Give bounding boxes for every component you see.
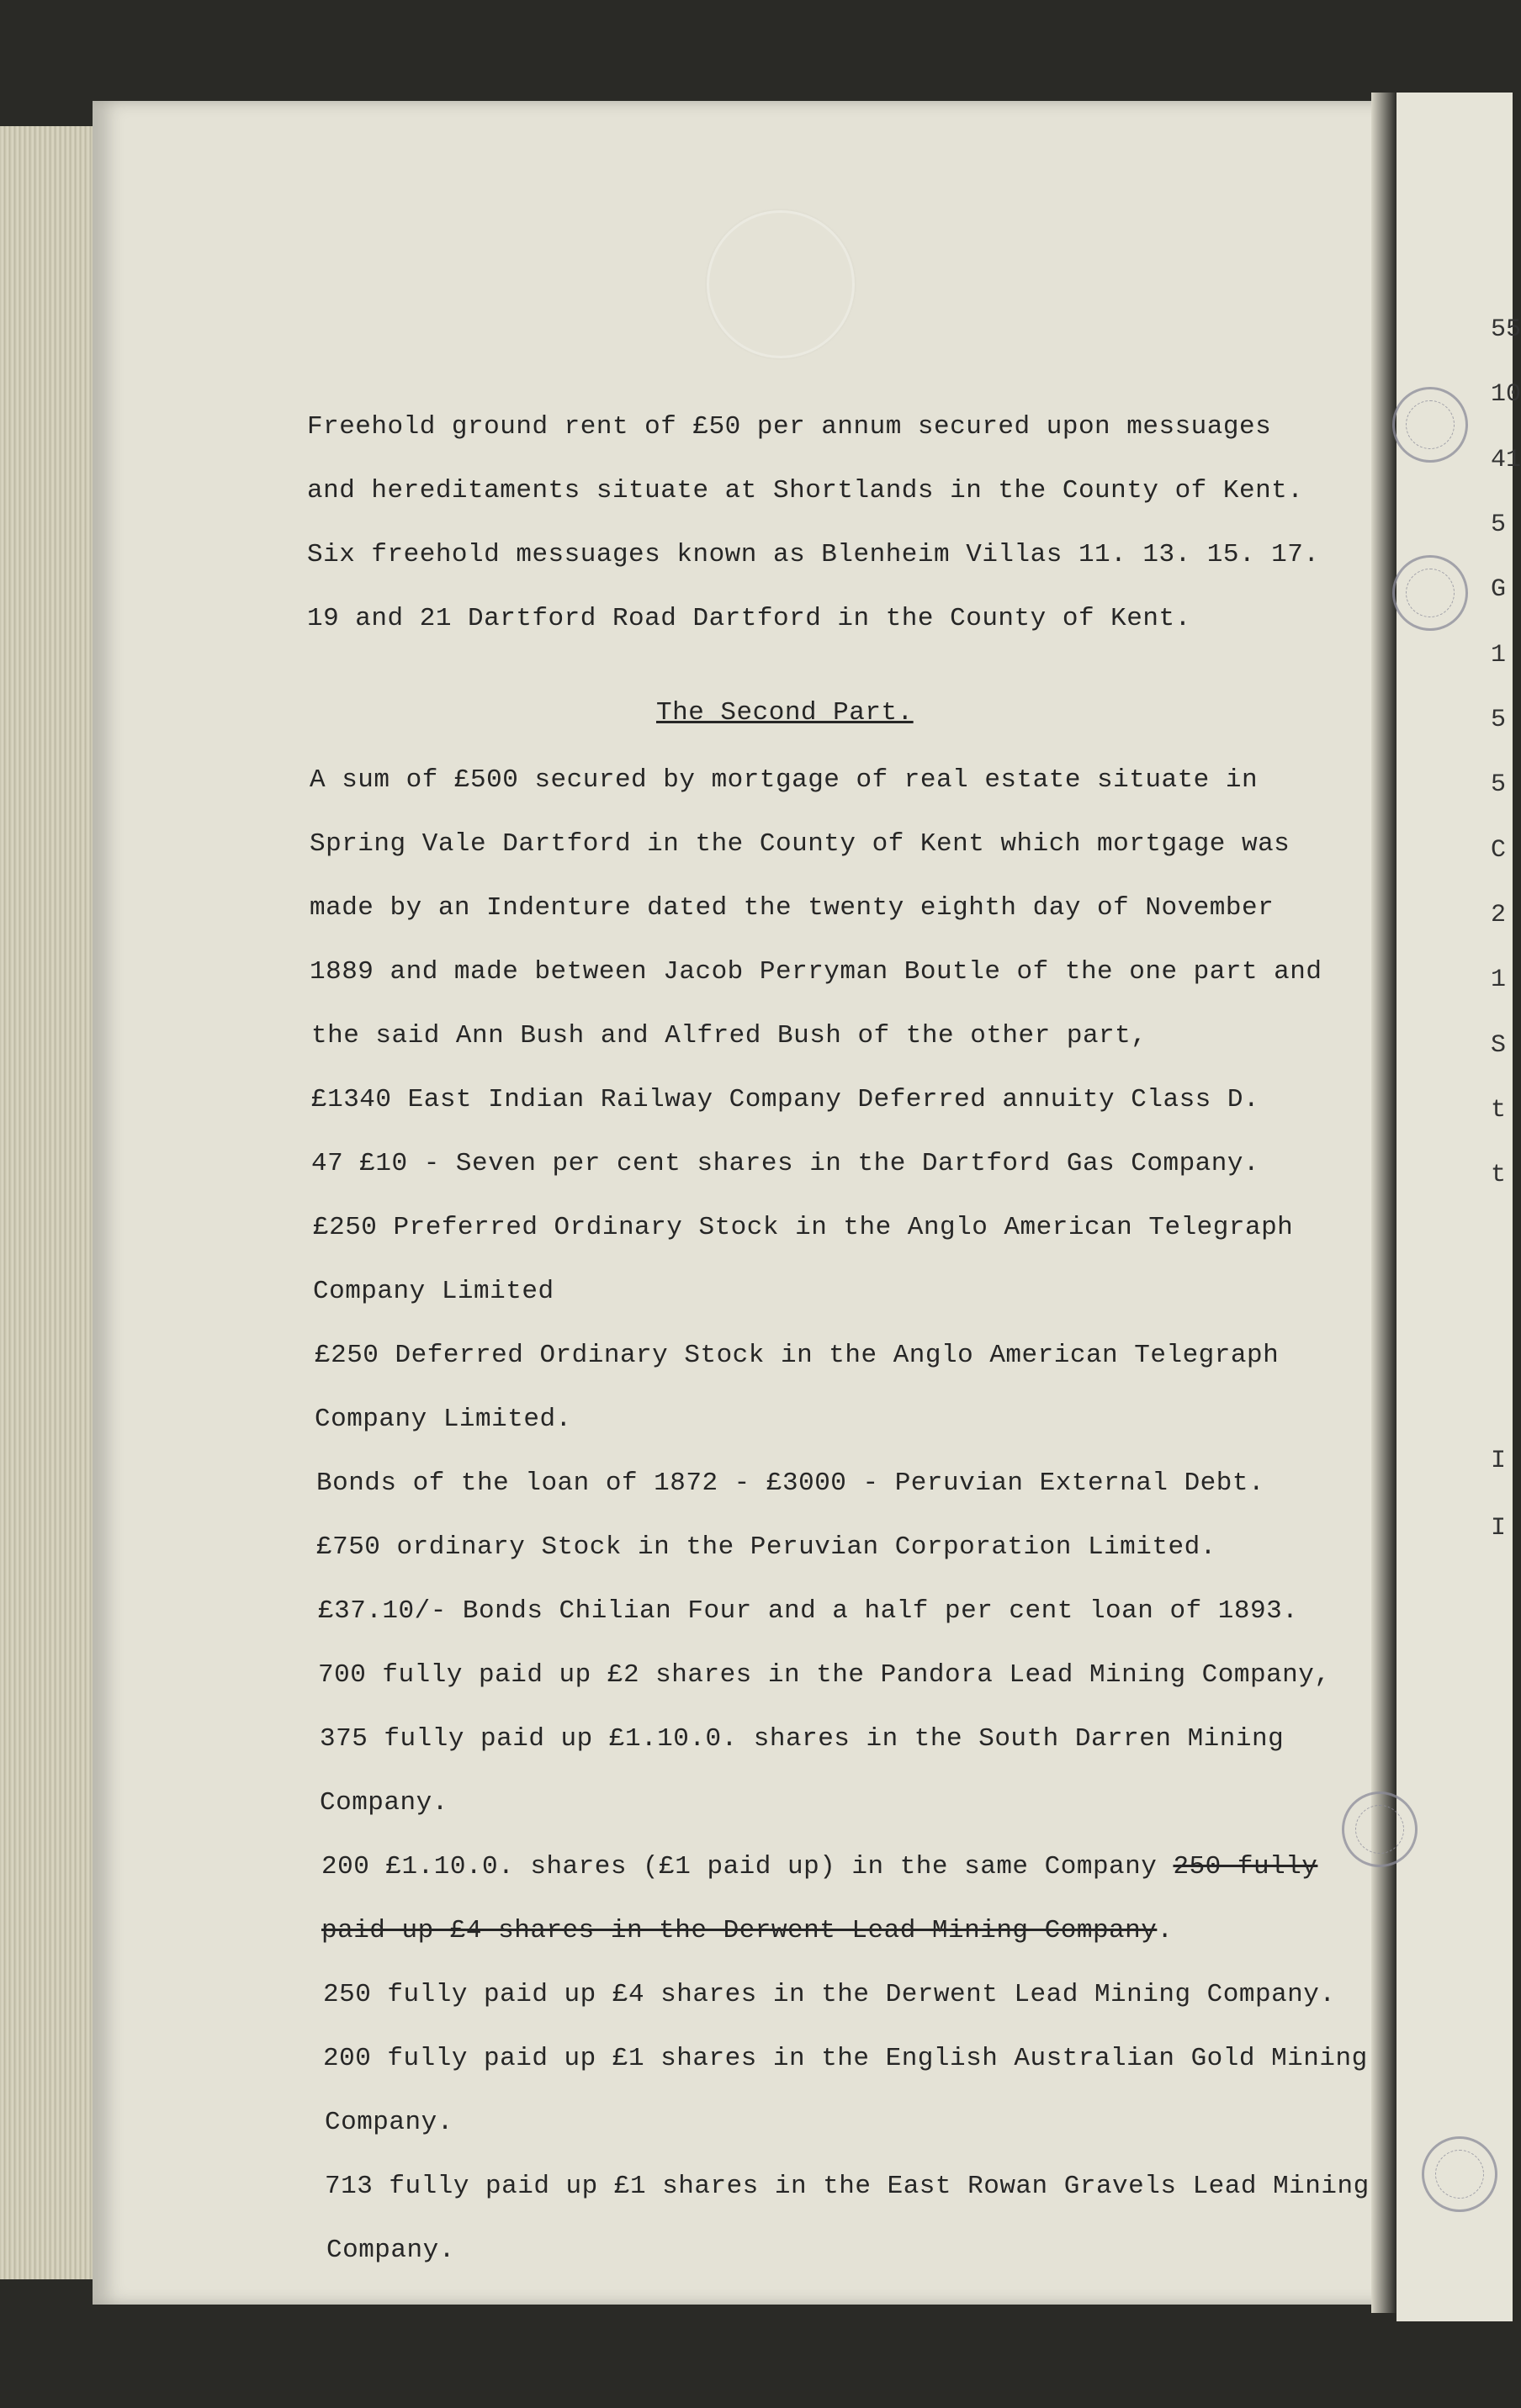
text-line: 19 and 21 Dartford Road Dartford in the County of Kent.: [307, 604, 1191, 633]
facing-page-text: I: [1491, 1447, 1507, 1475]
text-line: the said Ann Bush and Alfred Bush of the other part,: [311, 1021, 1147, 1051]
text-line: 200 fully paid up £1 shares in the English Australian Gold Mining: [323, 2044, 1368, 2073]
text-line: £250 Deferred Ordinary Stock in the Anglo American Telegraph: [315, 1341, 1280, 1370]
facing-page-text: 5: [1491, 511, 1507, 539]
facing-page-text: 5: [1491, 706, 1507, 734]
facing-page-text: C: [1491, 836, 1507, 865]
text-line: 47 £10 - Seven per cent shares in the Dartford Gas Company.: [311, 1149, 1260, 1178]
text-line: A sum of £500 secured by mortgage of real estate situate in: [310, 765, 1259, 795]
text-line: £37.10/- Bonds Chilian Four and a half per cent loan of 1893.: [318, 1596, 1299, 1626]
facing-page-text: 55: [1491, 315, 1521, 344]
text-line: 700 fully paid up £2 shares in the Pandora Lead Mining Company,: [318, 1660, 1331, 1690]
facing-page-text: t: [1491, 1096, 1507, 1125]
text-segment: 200 £1.10.0. shares (£1 paid up) in the same Company: [321, 1852, 1174, 1881]
text-line: Company.: [320, 1788, 448, 1818]
facing-page-text: 41: [1491, 446, 1521, 474]
text-line: Bonds of the loan of 1872 - £3000 - Peruvian External Debt.: [316, 1469, 1265, 1498]
text-line: Spring Vale Dartford in the County of Kent which mortgage was: [310, 829, 1290, 859]
text-line: 713 fully paid up £1 shares in the East Rowan Gravels Lead Mining: [325, 2172, 1370, 2201]
text-line: 250 fully paid up £4 shares in the Derwent Lead Mining Company.: [323, 1980, 1336, 2009]
struck-text: paid up £4 shares in the Derwent Lead Mining Company: [321, 1916, 1158, 1945]
text-line: Six freehold messuages known as Blenheim Villas 11. 13. 15. 17.: [307, 540, 1320, 569]
facing-page-text: t: [1491, 1161, 1507, 1189]
facing-page-text: I: [1491, 1514, 1507, 1543]
struck-text: 250 fully: [1173, 1852, 1318, 1881]
text-line: Freehold ground rent of £50 per annum secured upon messuages: [307, 412, 1272, 442]
text-line: Company Limited.: [315, 1405, 572, 1434]
facing-page-text: 10: [1491, 380, 1521, 409]
text-line: 1889 and made between Jacob Perryman Boutle of the one part and: [310, 957, 1322, 987]
facing-page-text: 2: [1491, 901, 1507, 929]
text-line: £250 Preferred Ordinary Stock in the Anglo American Telegraph: [313, 1213, 1294, 1242]
text-segment: .: [1157, 1916, 1174, 1945]
facing-page-text: 5: [1491, 770, 1507, 799]
text-line: Company Limited: [313, 1277, 554, 1306]
section-heading: The Second Part.: [656, 698, 914, 728]
facing-page-text: 1: [1491, 641, 1507, 669]
text-line: £1340 East Indian Railway Company Deferred annuity Class D.: [311, 1085, 1260, 1114]
facing-page-text: 1: [1491, 966, 1507, 994]
text-line: Company.: [326, 2236, 455, 2265]
facing-page-text: S: [1491, 1031, 1507, 1060]
text-line: [321, 1916, 1173, 1945]
text-line: Company.: [325, 2108, 453, 2137]
text-line: £750 ordinary Stock in the Peruvian Corporation Limited.: [316, 1532, 1216, 1562]
text-line: 375 fully paid up £1.10.0. shares in the South Darren Mining: [320, 1724, 1285, 1754]
text-line: [321, 1852, 1317, 1881]
text-line: made by an Indenture dated the twenty eighth day of November: [310, 893, 1275, 923]
text-line: and hereditaments situate at Shortlands in the County of Kent.: [307, 476, 1304, 505]
facing-page-text: G: [1491, 575, 1507, 604]
